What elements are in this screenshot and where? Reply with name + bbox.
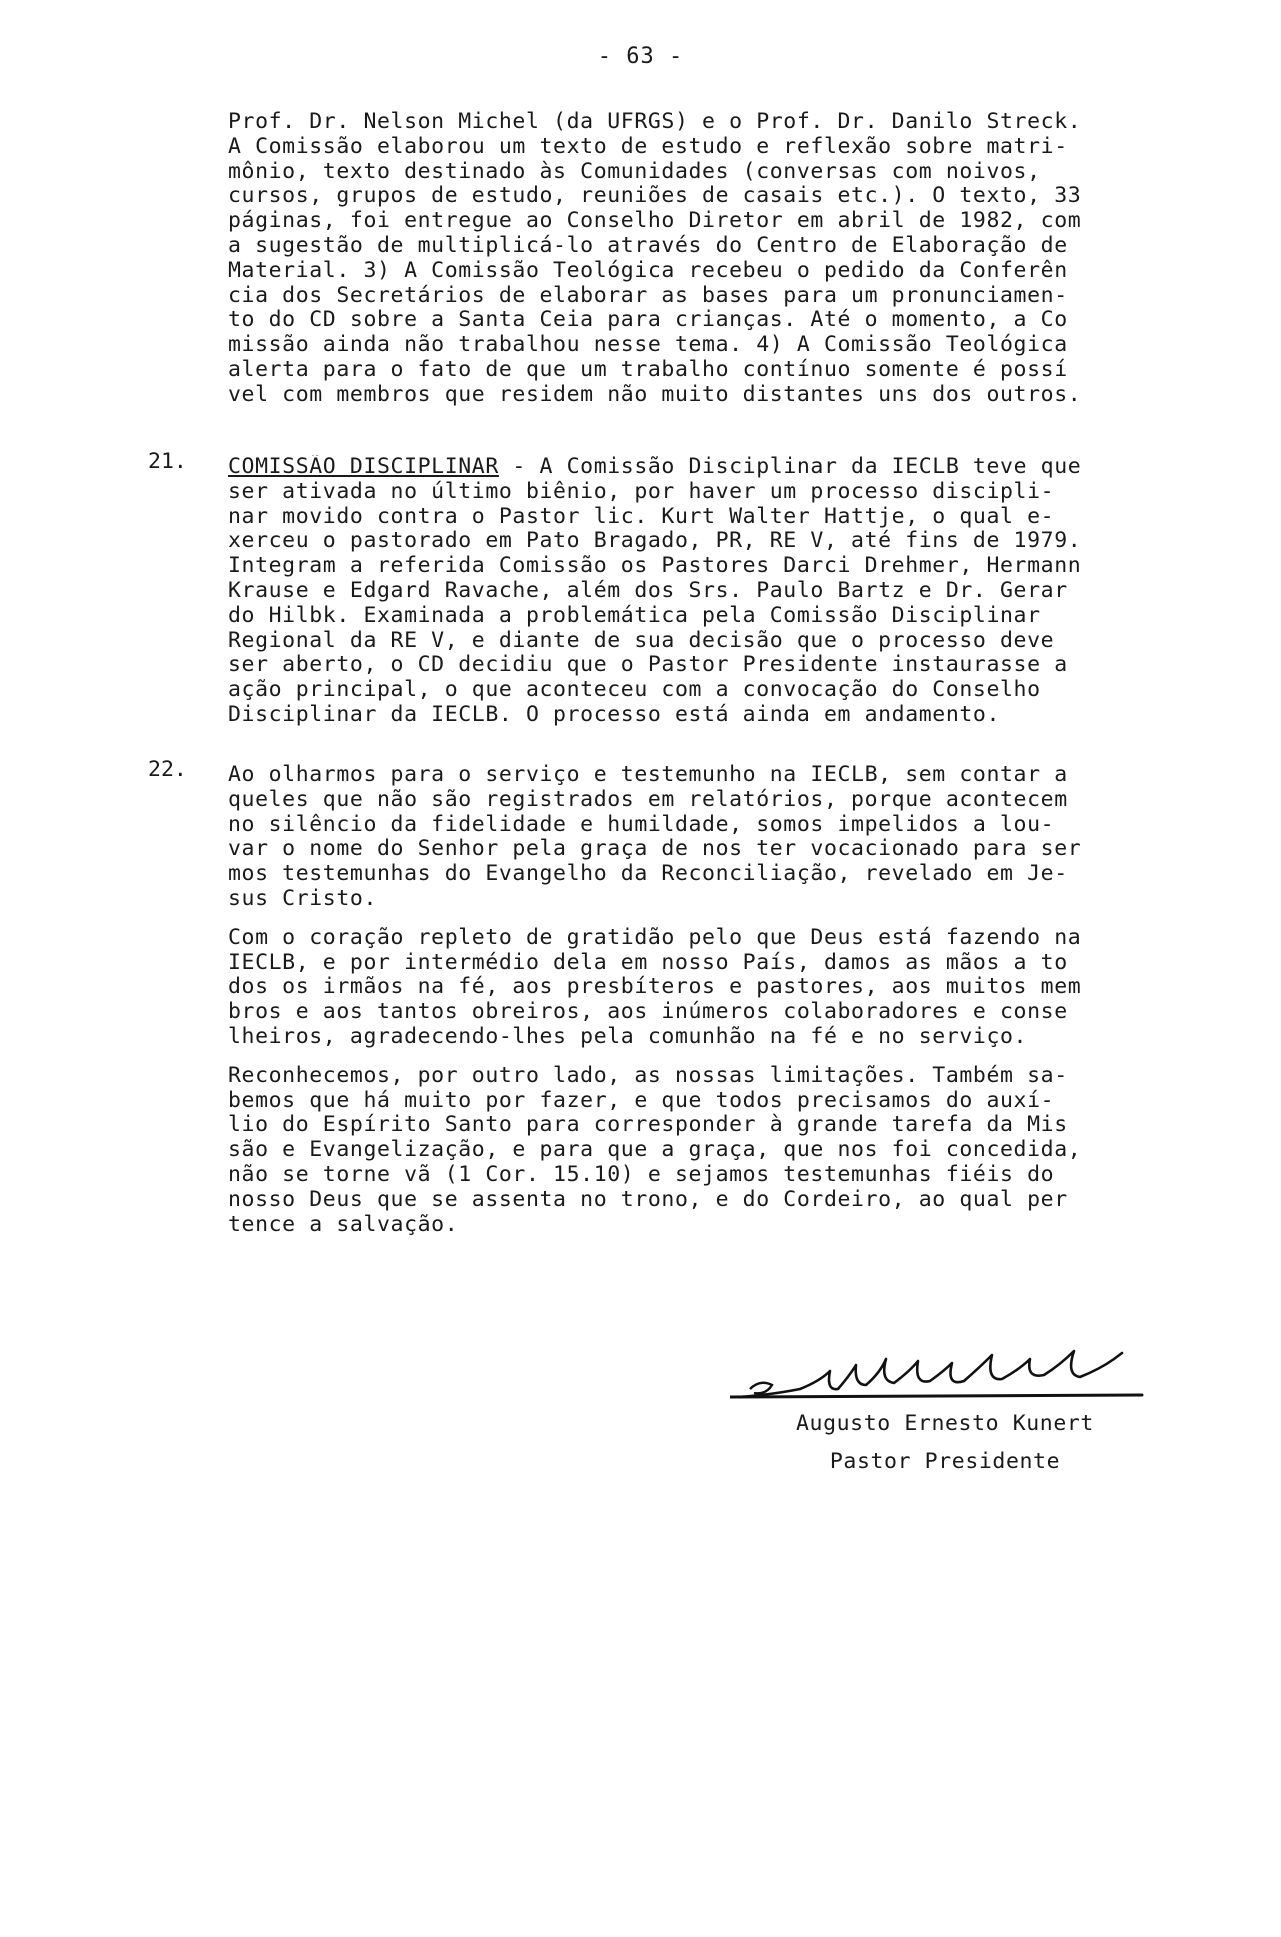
- text-line: ser aberto, o CD decidiu que o Pastor Presidente instaurasse a: [228, 653, 1068, 678]
- text-line: vel com membros que residem não muito distantes uns dos outros.: [228, 382, 1082, 407]
- section-22-paragraph-3: [228, 1064, 1213, 1238]
- text-line: Integram a referida Comissão os Pastores Darci Drehmer, Hermann: [228, 554, 1082, 579]
- page-number: - 63 -: [597, 44, 684, 69]
- section-22-paragraph-2: [228, 926, 1213, 1050]
- text-line: sus Cristo.: [228, 886, 377, 911]
- intro-paragraph: [228, 110, 1213, 408]
- text-line: Material. 3) A Comissão Teológica recebeu o pedido da Conferên: [228, 258, 1068, 283]
- text-line: tence a salvação.: [228, 1212, 459, 1237]
- section-21-first-line: [228, 455, 1213, 480]
- text-line: IECLB, e por intermédio dela em nosso País, damos as mãos a to: [228, 950, 1068, 975]
- signature-name: Augusto Ernesto Kunert: [796, 1411, 1094, 1436]
- section-21-number: 21.: [148, 449, 187, 474]
- text-line: alerta para o fato de que um trabalho contínuo somente é possí: [228, 357, 1068, 382]
- text-line: a sugestão de multiplicá-lo através do Centro de Elaboração de: [228, 233, 1068, 258]
- text-line: ser ativada no último biênio, por haver um processo discipli-: [228, 479, 1055, 504]
- text-line: são e Evangelização, e para que a graça, que nos foi concedida,: [228, 1138, 1082, 1163]
- text-line: nar movido contra o Pastor lic. Kurt Walter Hattje, o qual e-: [228, 504, 1055, 529]
- section-21: [228, 455, 1213, 728]
- section-21-heading: COMISSÃO DISCIPLINAR: [228, 455, 499, 479]
- text-line: Krause e Edgard Ravache, além dos Srs. Paulo Bartz e Dr. Gerar: [228, 578, 1068, 603]
- text-line: Regional da RE V, e diante de sua decisão que o processo deve: [228, 628, 1055, 653]
- text-line: var o nome do Senhor pela graça de nos ter vocacionado para ser: [228, 837, 1082, 862]
- text-line: Ao olharmos para o serviço e testemunho na IECLB, sem contar a: [228, 763, 1068, 787]
- text-line: Disciplinar da IECLB. O processo está ainda em andamento.: [228, 702, 1001, 727]
- text-line: no silêncio da fidelidade e humildade, somos impelidos a lou-: [228, 812, 1055, 837]
- text-line: to do CD sobre a Santa Ceia para crianças. Até o momento, a Co: [228, 308, 1068, 333]
- text-line: bros e aos tantos obreiros, aos inúmeros colaboradores e conse: [228, 1000, 1068, 1025]
- text-line: do Hilbk. Examinada a problemática pela Comissão Disciplinar: [228, 603, 1041, 628]
- text-line: missão ainda não trabalhou nesse tema. 4) A Comissão Teológica: [228, 333, 1068, 358]
- text-line: Reconhecemos, por outro lado, as nossas limitações. Também sa-: [228, 1063, 1068, 1088]
- text-line: dos os irmãos na fé, aos presbíteros e pastores, aos muitos mem: [228, 975, 1082, 1000]
- text-line: mônio, texto destinado às Comunidades (conversas com noivos,: [228, 159, 1041, 184]
- text-line: lheiros, agradecendo-lhes pela comunhão na fé e no serviço.: [228, 1024, 1028, 1049]
- text-line: não se torne vã (1 Cor. 15.10) e sejamos testemunhas fiéis do: [228, 1162, 1055, 1187]
- section-22-number: 22.: [148, 757, 187, 782]
- signature-block: [730, 1345, 1160, 1481]
- text-line: queles que não são registrados em relatórios, porque acontecem: [228, 787, 1068, 812]
- text-line: bemos que há muito por fazer, e que todos precisamos do auxí-: [228, 1088, 1055, 1113]
- text-line: páginas, foi entregue ao Conselho Diretor em abril de 1982, com: [228, 209, 1082, 234]
- section-22-paragraph-1: [228, 763, 1213, 912]
- text-line: Com o coração repleto de gratidão pelo que Deus está fazendo na: [228, 925, 1082, 950]
- text-line: Prof. Dr. Nelson Michel (da UFRGS) e o Prof. Dr. Danilo Streck.: [228, 110, 1082, 134]
- text-line: cia dos Secretários de elaborar as bases para um pronunciamen-: [228, 283, 1068, 308]
- text-line: A Comissão elaborou um texto de estudo e reflexão sobre matri-: [228, 134, 1068, 159]
- handwritten-signature: [730, 1345, 1160, 1405]
- text-line: mos testemunhas do Evangelho da Reconciliação, revelado em Je-: [228, 862, 1068, 887]
- section-22: [228, 763, 1213, 1237]
- signature-title: Pastor Presidente: [829, 1449, 1061, 1474]
- text-line: cursos, grupos de estudo, reuniões de casais etc.). O texto, 33: [228, 184, 1082, 209]
- text-line: ação principal, o que aconteceu com a convocação do Conselho: [228, 678, 1041, 703]
- text-line: nosso Deus que se assenta no trono, e do Cordeiro, ao qual per: [228, 1187, 1068, 1212]
- text-line: lio do Espírito Santo para corresponder à grande tarefa da Mis: [228, 1113, 1068, 1138]
- text-line: xerceu o pastorado em Pato Bragado, PR, RE V, até fins de 1979.: [228, 529, 1082, 554]
- section-21-first-line-text: - A Comissão Disciplinar da IECLB teve que: [498, 455, 1082, 479]
